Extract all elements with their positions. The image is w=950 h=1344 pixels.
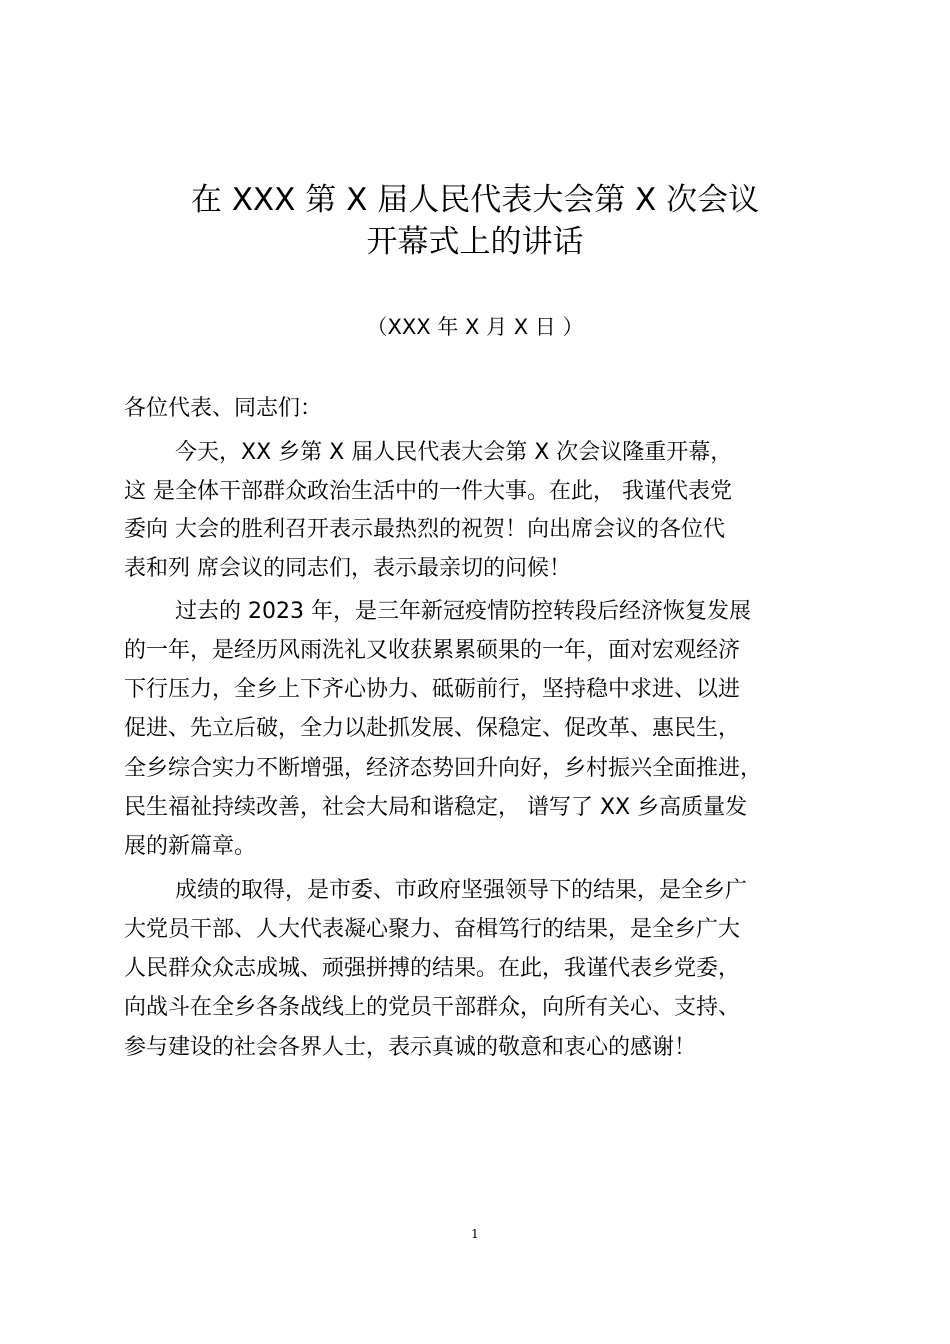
paragraph-line: 过去的 2023 年，是三年新冠疫情防控转段后经济恢复发展	[175, 599, 751, 624]
paragraph-line: 民生福祉持续改善，社会大局和谐稳定， 谱写了 XX 乡高质量发	[124, 795, 748, 820]
paragraph-line: 成绩的取得，是市委、市政府坚强领导下的结果，是全乡广	[175, 878, 748, 903]
page-number: 1	[471, 1227, 479, 1241]
paragraph-line: 大党员干部、人大代表凝心聚力、奋楫笃行的结果，是全乡广大	[124, 917, 741, 942]
paragraph-line: 表和列 席会议的同志们，表示最亲切的问候！	[124, 556, 571, 581]
paragraph-line: 今天，XX 乡第 X 届人民代表大会第 X 次会议隆重开幕，	[175, 440, 733, 465]
paragraph-line: 向战斗在全乡各条战线上的党员干部群众，向所有关心、支持、	[124, 995, 741, 1020]
paragraph-line: 全乡综合实力不断增强，经济态势回升向好，乡村振兴全面推进，	[124, 756, 763, 781]
paragraph-line: 的一年，是经历风雨洗礼又收获累累硕果的一年，面对宏观经济	[124, 638, 741, 663]
paragraph-line: 下行压力，全乡上下齐心协力、砥砺前行，坚持稳中求进、以进	[124, 677, 741, 702]
paragraph-line: 展的新篇章。	[124, 834, 257, 859]
paragraph-line: 这 是全体干部群众政治生活中的一件大事。在此， 我谨代表党	[124, 479, 732, 504]
salutation: 各位代表、同志们：	[124, 396, 323, 421]
document-title-line-1: 在 XXX 第 X 届人民代表大会第 X 次会议	[190, 182, 760, 218]
speech-date: （XXX 年 X 月 X 日 ）	[366, 315, 584, 339]
paragraph-line: 人民群众众志成城、顽强拼搏的结果。在此，我谨代表乡党委，	[124, 956, 741, 981]
paragraph-line: 委向 大会的胜利召开表示最热烈的祝贺！向出席会议的各位代	[124, 517, 725, 542]
paragraph-line: 促进、先立后破，全力以赴抓发展、保稳定、促改革、惠民生，	[124, 716, 741, 741]
document-title-line-2: 开幕式上的讲话	[366, 224, 584, 260]
paragraph-line: 参与建设的社会各界人士，表示真诚的敬意和衷心的感谢！	[124, 1035, 697, 1060]
